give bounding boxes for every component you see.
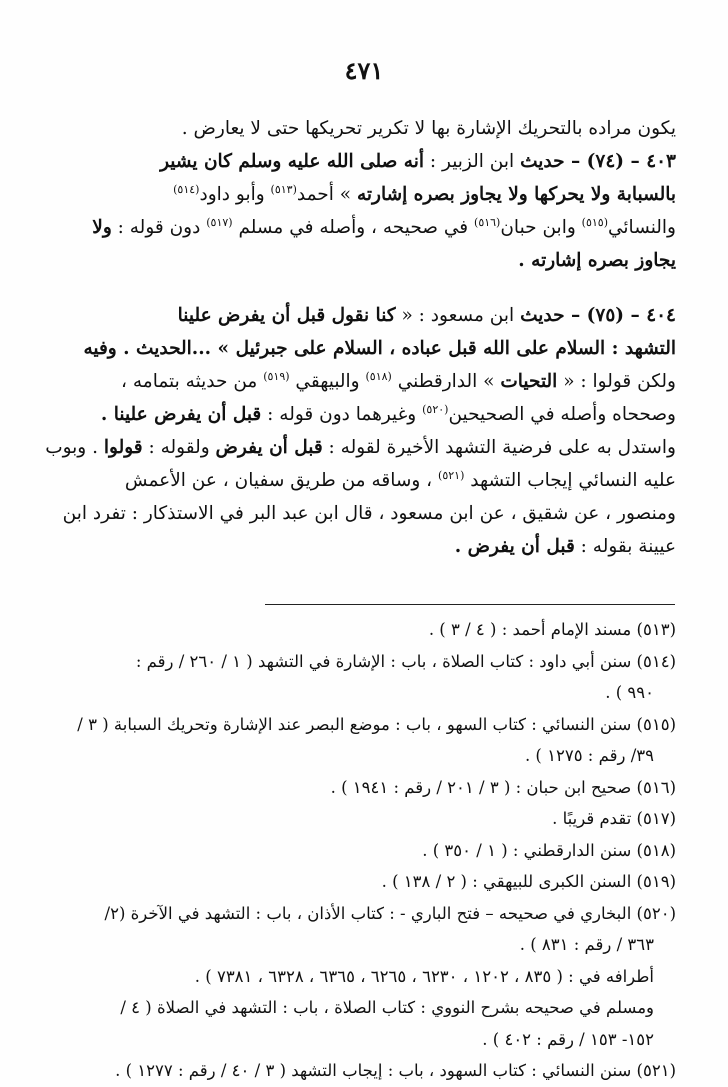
- footnote-ref: (٥١٥): [581, 215, 608, 229]
- text-segment: قبل أن يفرض علينا .: [100, 404, 262, 425]
- text-segment: من حديثه بتمامه ،: [121, 371, 264, 392]
- text-line: [68, 299, 676, 332]
- text-segment: عليه النسائي إيجاب التشهد: [464, 470, 676, 491]
- footnote-ref: (٥١٨): [365, 369, 392, 383]
- text-segment: أنه صلى الله عليه وسلم كان يشير: [160, 151, 424, 172]
- footnote-ref: (٥١٩): [263, 369, 290, 383]
- footnote-ref: (٥١٣): [270, 182, 297, 196]
- text-segment: وغيرهما دون قوله :: [261, 404, 423, 425]
- text-line: [68, 530, 676, 563]
- footnote-line: (٥١٥) سنن النسائي : كتاب السهو ، باب : موضع البصر عند الإشارة وتحريك السبابة ( ٣ /: [77, 714, 676, 734]
- text-segment: وصححاه وأصله في الصحيحين: [448, 404, 676, 425]
- text-segment: في صحيحه ، وأصله في مسلم: [232, 217, 475, 238]
- text-segment: وأبو داود: [199, 184, 271, 205]
- text-segment: واستدل به على فرضية التشهد الأخيرة لقوله :: [322, 437, 676, 458]
- text-segment: والنسائي: [607, 217, 676, 238]
- text-segment: والبيهقي: [289, 371, 366, 392]
- text-line: [62, 497, 676, 530]
- text-segment: يجاوز بصره إشارته .: [518, 250, 676, 271]
- footnote-ref: (٥١٦): [474, 215, 501, 229]
- text-segment: » ...الحديث . وفيه: [83, 338, 236, 359]
- text-segment: كنا نقول قبل أن يفرض علينا: [177, 305, 396, 326]
- text-line: [68, 365, 676, 398]
- paragraph-gap: [68, 277, 676, 299]
- footnote-line: (٥١٩) السنن الكبرى للبيهقي : ( ٢ / ١٣٨ ) .: [381, 872, 676, 891]
- footnotes: [62, 614, 676, 1087]
- footnote-line: (٥١٣) مسند الإمام أحمد : ( ٤ / ٣ ) .: [428, 620, 676, 639]
- text-segment: . وبوب: [45, 437, 104, 458]
- footnote-line: أطرافه في : ( ٨٣٥ ، ١٢٠٢ ، ٦٢٣٠ ، ٦٢٦٥ ، ٦٣٦٥ ، ٦٣٢٨ ، ٧٣٨١ ) .: [194, 966, 654, 986]
- text-segment: قولوا: [103, 437, 143, 458]
- text-segment: ٤٠٣ – (٧٤) – حديث: [520, 151, 676, 172]
- main-text: [45, 112, 676, 563]
- text-segment: ولا: [92, 217, 112, 238]
- footnote-line: (٥٢١) سنن النسائي : كتاب السهود ، باب : إيجاب التشهد ( ٣ / ٤٠ / رقم : ١٢٧٧ ) .: [115, 1061, 676, 1080]
- text-line: [68, 145, 676, 178]
- text-line: [68, 244, 676, 277]
- text-line: [68, 398, 676, 431]
- text-segment: يكون مراده بالتحريك الإشارة بها لا تكرير تحريكها حتى لا يعارض .: [181, 118, 676, 139]
- text-segment: التشهد : السلام على الله قبل عباده ، السلام على جبرئيل: [235, 338, 676, 359]
- footnote-line: (٥١٦) صحيح ابن حبان : ( ٣ / ٢٠١ / رقم : ١٩٤١ ) .: [330, 777, 676, 797]
- page-number: ٤٧١: [344, 56, 384, 85]
- text-segment: » الدارقطني: [391, 371, 501, 392]
- text-segment: ابن الزبير :: [424, 151, 521, 172]
- text-segment: وابن حبان: [500, 217, 582, 238]
- text-segment: بالسبابة ولا يحركها ولا يجاوز بصره إشارته: [356, 184, 676, 205]
- text-segment: التحيات: [500, 371, 558, 392]
- footnote-line: ٣٩/ رقم : ١٢٧٥ ) .: [524, 746, 654, 765]
- footnote-line: ١٥٢- ١٥٣ / رقم : ٤٠٢ ) .: [482, 1029, 654, 1049]
- text-line: [45, 431, 676, 464]
- text-segment: ابن مسعود : «: [395, 305, 521, 326]
- footnote-line: ومسلم في صحيحه بشرح النووي : كتاب الصلاة ، باب : التشهد في الصلاة ( ٤ /: [120, 998, 654, 1017]
- text-segment: عيينة بقوله :: [574, 536, 676, 557]
- text-line: [68, 112, 676, 145]
- text-segment: دون قوله :: [111, 217, 207, 238]
- text-line: [68, 211, 676, 244]
- text-segment: ٤٠٤ – (٧٥) – حديث: [520, 305, 676, 326]
- text-line: [68, 178, 676, 211]
- text-segment: قبل أن يفرض .: [454, 536, 575, 557]
- text-line: [68, 332, 676, 365]
- text-segment: ولقوله :: [142, 437, 216, 458]
- footnote-ref: (٥٢٠): [422, 402, 449, 416]
- footnote-separator: [265, 604, 675, 605]
- footnote-line: (٥٢٠) البخاري في صحيحه – فتح الباري - : كتاب الأذان ، باب : التشهد في الآخرة (٢/: [104, 903, 676, 923]
- footnote-line: ٣٦٣ / رقم : ٨٣١ ) .: [519, 935, 654, 954]
- text-segment: ومنصور ، عن شقيق ، عن ابن مسعود ، قال ابن عبد البر في الاستذكار : تفرد ابن: [62, 503, 676, 524]
- footnote-ref: (٥١٤): [173, 182, 200, 196]
- text-line: [68, 464, 676, 497]
- text-segment: قبل أن يفرض: [215, 437, 323, 458]
- footnote-line: ٩٩٠ ) .: [605, 683, 654, 702]
- text-segment: ، وساقه من طريق سفيان ، عن الأعمش: [124, 470, 439, 491]
- footnote-line: (٥١٨) سنن الدارقطني : ( ١ / ٣٥٠ ) .: [422, 840, 676, 860]
- footnote-line: (٥١٤) سنن أبي داود : كتاب الصلاة ، باب : الإشارة في التشهد ( ١ / ٢٦٠ / رقم :: [135, 651, 676, 671]
- footnote-ref: (٥١٧): [206, 215, 233, 229]
- footnote-line: (٥١٧) تقدم قريبًا .: [552, 809, 676, 828]
- text-segment: ولكن قولوا : «: [557, 371, 676, 392]
- text-segment: » أحمد: [296, 184, 357, 205]
- footnote-ref: (٥٢١): [438, 468, 465, 482]
